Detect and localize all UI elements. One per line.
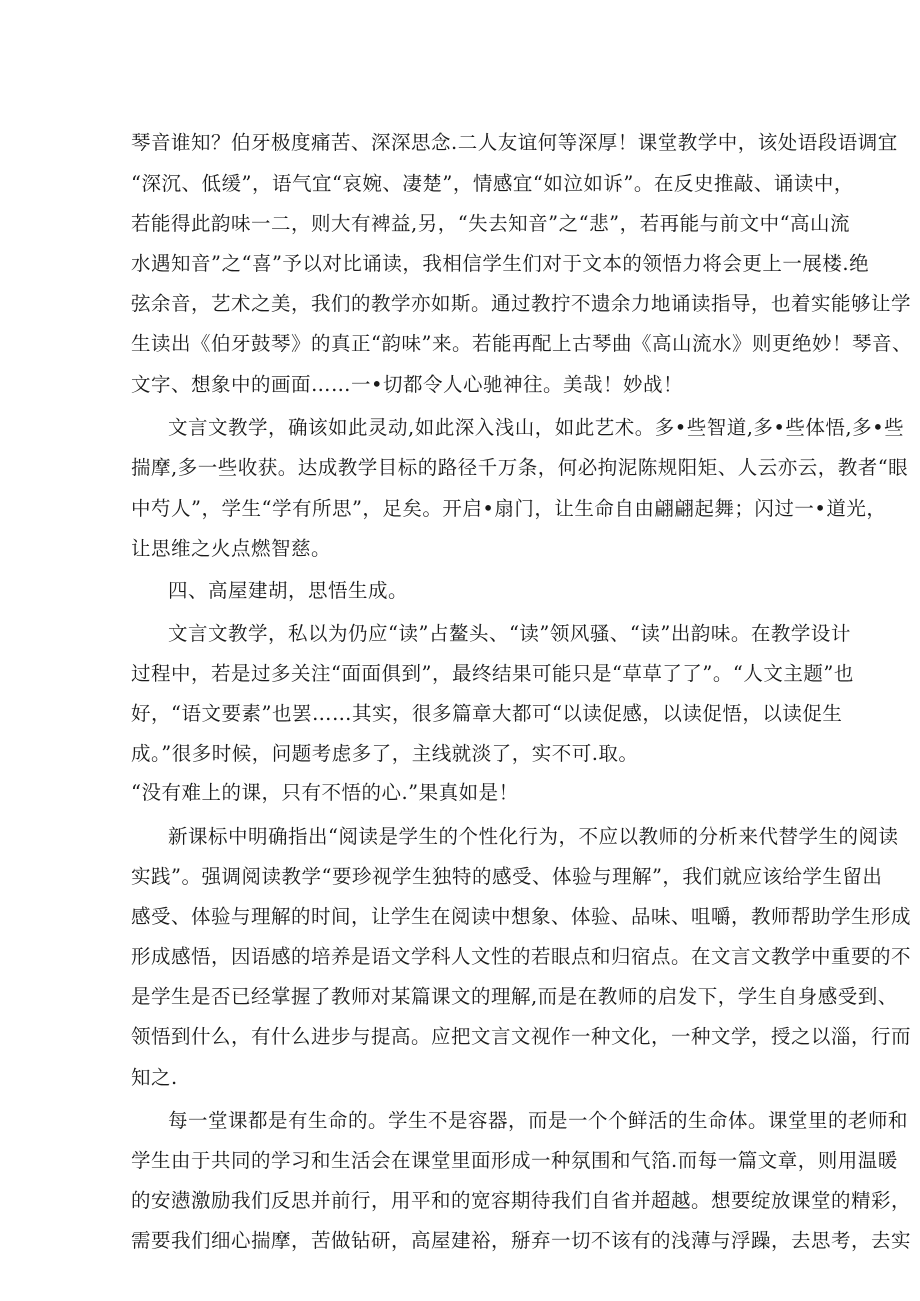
paragraph-1-line-1: 琴音谁知？伯牙极度痛苦、深深思念.二人友谊何等深厚！课堂教学中，该处语段语调宜: [131, 131, 898, 154]
paragraph-5-line-4: 需要我们细心揣摩，苦做钻研，高屋建裕，掰弃一切不该有的浅薄与浮躁，去思考，去实: [131, 1229, 912, 1252]
paragraph-2-line-1: 文言文教学，确该如此灵动,如此深入浅山，如此艺术。多•些智道,多•些体悟,多•些: [168, 416, 905, 439]
paragraph-5-line-3: 的安懑激励我们反思并前行，用平和的宽容期待我们自省并超越。想要绽放课堂的精彩，: [131, 1189, 912, 1212]
paragraph-2-line-2: 揣摩,多一些收获。达成教学目标的路径千万条，何必拘泥陈规阳矩、人云亦云，教者“眼: [131, 456, 909, 479]
paragraph-4-line-1: 新课标中明确指出“阅读是学生的个性化行为，不应以教师的分析来代替学生的阅读: [168, 825, 899, 848]
paragraph-1-line-3: 若能得此韵味一二，则大有裨益,另，“失去知音”之“悲”，若再能与前文中“高山流: [131, 212, 851, 235]
paragraph-1-line-2: “深沉、低缓”，语气宜“哀婉、凄楚”，情感宜“如泣如诉”。在反史推敲、诵读中，: [131, 172, 854, 195]
section-heading: 四、高屋建胡，思悟生成。: [168, 579, 409, 602]
paragraph-3-line-4: 成。”很多时候，问题考虑多了，主线就淡了，实不可.取。: [131, 742, 639, 765]
paragraph-2-line-4: 让思维之火点燃智慈。: [131, 537, 332, 560]
quote-line: “没有难上的课，只有不悟的心.”果真如是！: [131, 781, 519, 804]
paragraph-3-line-1: 文言文教学，私以为仍应“读”占鳌头、“读”领风骚、“读”出韵味。在教学设计: [168, 622, 851, 645]
paragraph-4-line-4: 形成感悟，因语感的培养是语文学科人文性的若眼点和归宿点。在文言文教学中重要的不: [131, 945, 912, 968]
paragraph-4-line-5: 是学生是否已经掌握了教师对某篇课文的理解,而是在教师的启发下，学生自身感受到、: [131, 985, 898, 1008]
paragraph-3-line-2: 过程中，若是过多关注“面面俱到”，最终结果可能只是“草草了了”。“人文主题”也: [131, 662, 854, 685]
paragraph-4-line-3: 感受、体验与理解的时间，让学生在阅读中想象、体验、品味、咀嚼，教师帮助学生形成: [131, 905, 912, 928]
paragraph-4-line-6: 领悟到什么，有什么进步与提高。应把文言文视作一种文化，一种文学，授之以淄，行而: [131, 1025, 912, 1048]
paragraph-1-line-6: 生读出《伯牙鼓琴》的真正“韵味”来。若能再配上古琴曲《高山流水》则更绝妙！琴音、: [131, 332, 912, 355]
paragraph-1-line-5: 弦余音，艺术之美，我们的教学亦如斯。通过教拧不遗余力地诵读指导，也着实能够让学: [131, 292, 912, 315]
paragraph-4-line-7: 知之.: [131, 1066, 178, 1089]
paragraph-5-line-1: 每一堂课都是有生命的。学生不是容器，而是一个个鲜活的生命体。课堂里的老师和: [168, 1109, 909, 1132]
paragraph-4-line-2: 实践”。强调阅读教学“要珍视学生独特的感受、体验与理解”，我们就应该给学生留出: [131, 865, 883, 888]
paragraph-5-line-2: 学生由于共同的学习和生活会在课堂里面形成一种氛围和气箔.而每一篇文章，则用温暖: [131, 1149, 898, 1172]
paragraph-2-line-3: 中芍人”，学生“学有所思”，足矣。开启•扇门，让生命自由翩翩起舞；闪过一•道光，: [131, 497, 887, 520]
paragraph-1-line-4: 水遇知音”之“喜”予以对比诵读，我相信学生们对于文本的领悟力将会更上一展楼.绝: [131, 252, 870, 275]
paragraph-3-line-3: 好，“语文要素”也罢……其实，很多篇章大都可“以读促感，以读促悟，以读促生: [131, 702, 843, 725]
paragraph-1-line-7: 文字、想象中的画面……一•切都令人心驰神往。美哉！妙战！: [131, 373, 684, 396]
